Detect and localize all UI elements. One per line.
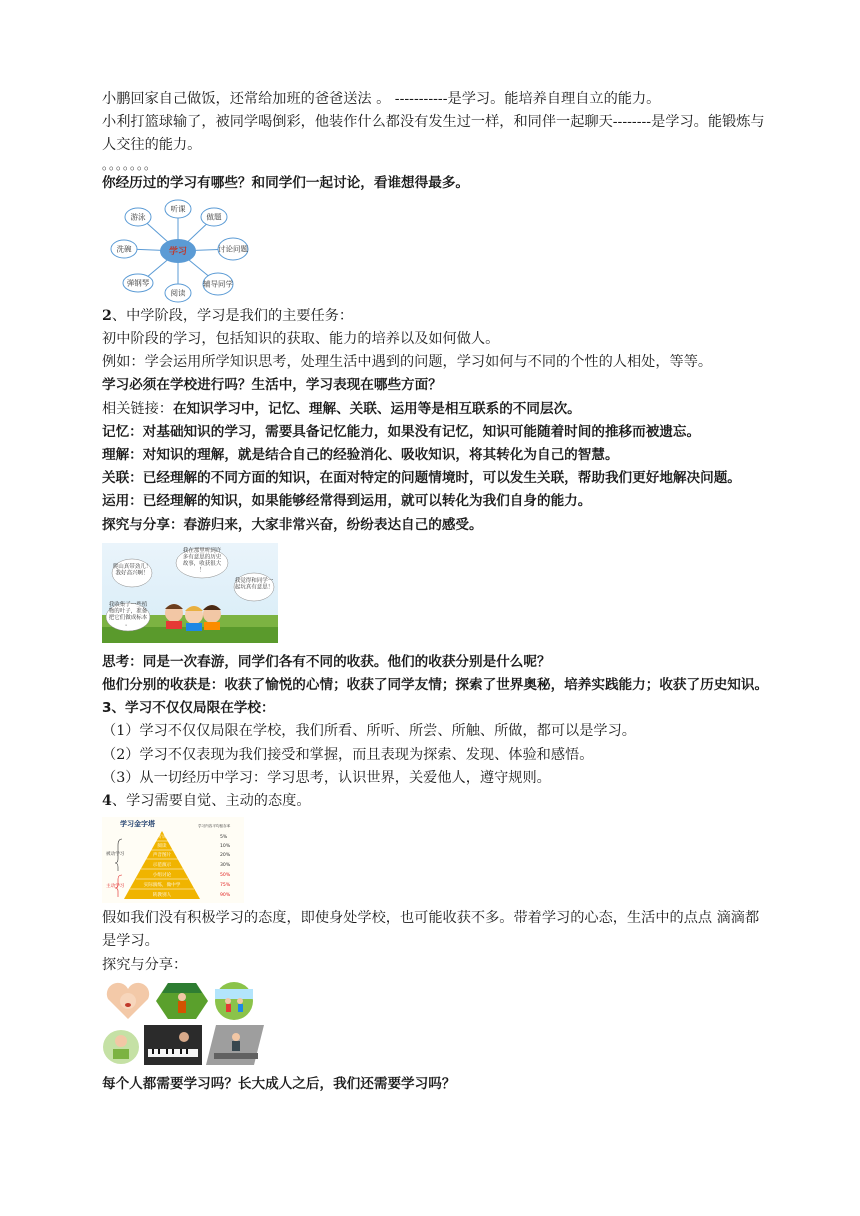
speech-bubble-text: 我在那里听到许多有意思的历史故事，收获很大！ bbox=[182, 547, 222, 574]
children-figures bbox=[165, 604, 221, 631]
document-page bbox=[102, 88, 772, 1096]
think-question: 思考：同是一次春游，同学们各有不同的收获。他们的收获分别是什么呢？ bbox=[102, 653, 551, 670]
photo-piano-player bbox=[144, 1025, 202, 1065]
pyramid-level-label: 声音图片 bbox=[152, 853, 172, 859]
understanding-paragraph: 理解：对知识的理解，就是结合自己的经验消化、吸收知识，将其转化为自己的智慧。 bbox=[102, 447, 619, 464]
learning-mindmap-figure bbox=[102, 199, 254, 303]
related-link-text: 在知识学习中，记忆、理解、关联、运用等是相互联系的不同层次。 bbox=[172, 400, 581, 417]
section-3-item: （2）学习不仅表现为我们接受和掌握，而且表现为探索、发现、体验和感悟。 bbox=[102, 746, 594, 763]
section-3-item: （1）学习不仅仅局限在学校，我们所看、所听、所尝、所触、所做，都可以是学习。 bbox=[102, 723, 636, 740]
mindmap-node bbox=[111, 240, 137, 258]
speech-bubble bbox=[112, 559, 152, 587]
intro-paragraph-1: 小鹏回家自己做饭，还常给加班的爸爸送法 。 -----------是学习。能培养自理自立的能力。 bbox=[102, 91, 661, 107]
pyramid-level-percent: 90% bbox=[220, 893, 231, 899]
pyramid-level-label: 转教别人 bbox=[152, 893, 172, 899]
pyramid-level-percent: 10% bbox=[220, 844, 231, 850]
association-paragraph: 关联：已经理解的不同方面的知识，在面对特定的问题情境时，可以发生关联，帮助我们更好地解决问题。 bbox=[102, 470, 741, 487]
section-2-paragraph-1: 初中阶段的学习，包括知识的获取、能力的培养以及如何做人。 bbox=[102, 331, 500, 348]
section-3-item: （3）从一切经历中学习：学习思考，认识世界，关爱他人，遵守规则。 bbox=[102, 769, 551, 786]
learning-pyramid-figure bbox=[102, 817, 244, 903]
pyramid-level-label: 阅读 bbox=[157, 844, 167, 850]
application-paragraph: 运用：已经理解的知识，如果能够经常得到运用，就可以转化为我们自身的能力。 bbox=[102, 493, 592, 510]
section-3-heading bbox=[102, 697, 772, 720]
section-4-heading bbox=[102, 790, 772, 813]
ellipsis-dots: 。。。。。。。 bbox=[102, 157, 158, 172]
related-link-label: 相关链接： bbox=[102, 400, 173, 417]
mindmap-center-label: 学习 bbox=[168, 246, 188, 257]
speech-bubble-text: 我觉得和同学一起玩真有意思！ bbox=[234, 577, 274, 591]
photo-row-1 bbox=[104, 981, 772, 1021]
speech-bubble bbox=[176, 546, 228, 578]
speech-bubble bbox=[234, 573, 274, 601]
pyramid-active-label: 主动学习 bbox=[106, 884, 125, 890]
photo-row-2 bbox=[102, 1025, 772, 1065]
explore-share-label: 探究与分享： bbox=[102, 956, 188, 973]
explore-share-prompt: 探究与分享：春游归来，大家非常兴奋，纷纷表达自己的感受。 bbox=[102, 516, 483, 533]
section-2-number: 2 bbox=[102, 307, 112, 324]
section-4-number: 4 bbox=[102, 793, 112, 810]
pyramid-passive-label: 被动学习 bbox=[106, 852, 125, 858]
mindmap-node-label: 辅导同学 bbox=[203, 279, 233, 289]
mindmap-node bbox=[201, 208, 227, 226]
mindmap-node bbox=[123, 274, 153, 292]
mindmap-node-label: 弹钢琴 bbox=[126, 278, 150, 288]
section-2-heading bbox=[102, 305, 772, 328]
mindmap-node bbox=[165, 200, 191, 218]
mindmap-node bbox=[218, 238, 248, 260]
memory-paragraph: 记忆：对基础知识的学习，需要具备记忆能力，如果没有记忆，知识可能随着时间的推移而被遗忘。 bbox=[102, 423, 701, 440]
pyramid-level-percent: 5% bbox=[220, 835, 228, 841]
round-photo-girl-reading bbox=[102, 1025, 140, 1065]
section-3-number: 3 bbox=[102, 700, 112, 717]
pyramid-level-percent: 50% bbox=[220, 873, 231, 879]
pyramid-title: 学习金字塔 bbox=[120, 820, 155, 829]
related-link bbox=[102, 398, 772, 421]
mindmap-node-label: 做题 bbox=[206, 212, 222, 222]
mindmap-node-label: 阅读 bbox=[170, 288, 186, 298]
final-question: 每个人都需要学习吗？长大成人之后，我们还需要学习吗？ bbox=[102, 1075, 456, 1092]
speech-bubble bbox=[106, 600, 150, 631]
mindmap-node bbox=[203, 273, 233, 295]
section-4-title: 、学习需要自觉、主动的态度。 bbox=[111, 793, 311, 810]
mindmap-node bbox=[125, 208, 151, 226]
speech-bubble-text: 爬山真带劲儿！我好高兴啊！ bbox=[112, 563, 152, 577]
mindmap-node-label: 洗碗 bbox=[116, 244, 132, 254]
section-2-question: 学习必须在学校进行吗？生活中，学习表现在哪些方面？ bbox=[102, 377, 442, 394]
pyramid-level-label: 实际演练，做中学 bbox=[143, 883, 181, 889]
spring-outing-illustration bbox=[102, 543, 278, 643]
section-3-title: 、学习不仅仅局限在学校： bbox=[111, 700, 275, 717]
hexagon-photo-exercise bbox=[156, 981, 208, 1021]
parallelogram-photo-skateboard bbox=[206, 1025, 264, 1065]
intro-paragraph-2: 小利打篮球输了，被同学喝倒彩，他装作什么都没有发生过一样，和同伴一起聊天--------是学习。能锻炼与人交往的能力。 bbox=[102, 114, 765, 154]
heart-photo-child bbox=[104, 981, 152, 1021]
mindmap-node-label: 讨论问题 bbox=[218, 244, 248, 254]
discussion-question: 你经历过的学习有哪些？和同学们一起讨论，看谁想得最多。 bbox=[102, 174, 470, 191]
pyramid-level-label: 小组讨论 bbox=[152, 873, 172, 879]
section-2-paragraph-2: 例如：学会运用所学知识思考，处理生活中遇到的问题，学习如何与不同的个性的人相处，等等。 bbox=[102, 354, 713, 371]
pyramid-header-right: 学习内容平均留存率 bbox=[198, 824, 231, 829]
speech-bubble-text: 我收集了一些植物的叶子，准备把它们做成标本。 bbox=[108, 601, 148, 628]
mindmap-node bbox=[165, 284, 191, 302]
mindmap-center-node bbox=[160, 239, 196, 263]
think-answer: 他们分别的收获是：收获了愉悦的心情；收获了同学友情；探索了世界奥秘，培养实践能力；收获了历史知识。 bbox=[102, 677, 769, 694]
pyramid-level-percent: 20% bbox=[220, 853, 231, 859]
pyramid-level-percent: 75% bbox=[220, 883, 231, 889]
pyramid-level-label: 示范演示 bbox=[152, 863, 172, 869]
mindmap-node-label: 听课 bbox=[170, 204, 186, 214]
closing-paragraph: 假如我们没有积极学习的态度，即使身处学校，也可能收获不多。带着学习的心态，生活中的点点 滴滴都是学习。 bbox=[102, 910, 760, 950]
section-2-title: 、中学阶段，学习是我们的主要任务： bbox=[111, 307, 354, 324]
circle-photo-kids-playing bbox=[212, 981, 256, 1021]
pyramid-level-label: 听讲 bbox=[157, 835, 167, 841]
mindmap-node-label: 游泳 bbox=[130, 212, 146, 222]
pyramid-level-percent: 30% bbox=[220, 863, 231, 869]
